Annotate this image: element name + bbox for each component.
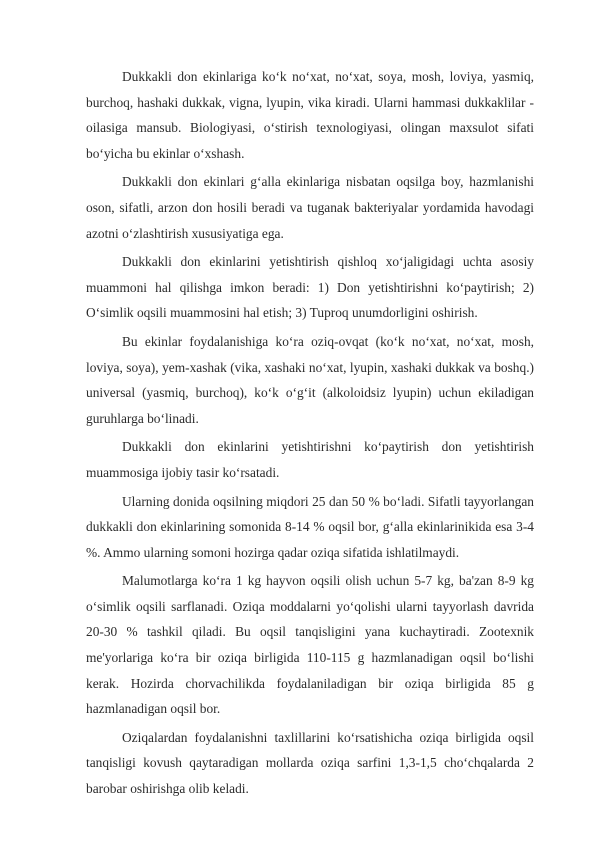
paragraph-2: Dukkakli don ekinlari g‘alla ekinlariga nisbatan oqsilga boy, hazmlanishi oson, sifatli, arzon don hosili beradi va tuganak bakteriyalar yordamida havodagi azotni o‘zlashtirish xususiyatiga ega. — [86, 174, 534, 241]
paragraph-4: Bu ekinlar foydalanishiga ko‘ra oziq-ovqat (ko‘k no‘xat, no‘xat, mosh, loviya, soya), yem-xashak (vika, xashaki no‘xat, lyupin, xashaki dukkak va boshq.) universal (yasmiq, burchoq), ko‘k o‘g‘it (alkoloidsiz lyupin) uchun ekiladigan guruhlarga bo‘linadi. — [86, 333, 534, 426]
paragraph-5: Dukkakli don ekinlarini yetishtirishni ko‘paytirish don yetishtirish muammosiga ijobiy tasir ko‘rsatadi. — [86, 439, 534, 480]
paragraph-6: Ularning donida oqsilning miqdori 25 dan 50 % bo‘ladi. Sifatli tayyorlangan dukkakli don ekinlarining somonida 8-14 % oqsil bor, g‘alla ekinlarinikida esa 3-4 %. Ammo ularning somoni hozirga qadar oziqa sifatida ishlatilmaydi. — [86, 493, 534, 560]
paragraph-1: Dukkakli don ekinlariga ko‘k no‘xat, no‘xat, soya, mosh, loviya, yasmiq, burchoq, hashaki dukkak, vigna, lyupin, vika kiradi. Ularni hammasi dukkaklilar - oilasiga mansub. Biologiyasi, o‘stirish texnologiyasi, olingan maxsulot sifati bo‘yicha bu ekinlar o‘xshash. — [86, 69, 534, 161]
paragraph-8: Oziqalardan foydalanishni taxlillarini ko‘rsatishicha oziqa birligida oqsil tanqisligi kovush qaytaradigan mollarda oziqa sarfini 1,3-1,5 cho‘chqalarda 2 barobar oshirishga olib keladi. — [86, 729, 534, 797]
paragraph-7: Malumotlarga ko‘ra 1 kg hayvon oqsili olish uchun 5-7 kg, ba'zan 8-9 kg o‘simlik oqsili sarflanadi. Oziqa moddalarni yo‘qolishi ularni tayyorlash davrida 20-30 % tashkil qiladi. Bu oqsil tanqisligini yana kuchaytiradi. Zootexnik me'yorlariga ko‘ra bir oziqa birligida 110-115 g hazmlanadigan oqsil bo‘lishi kerak. Hozirda chorvachilikda foydalaniladigan bir oziqa birligida 85 g hazmlanadigan oqsil bor. — [86, 573, 534, 717]
paragraph-3: Dukkakli don ekinlarini yetishtirish qishloq xo‘jaligidagi uchta asosiy muammoni hal qilishga imkon beradi: 1) Don yetishtirishni ko‘paytirish; 2) O‘simlik oqsili muammosini hal etish; 3) Tuproq unumdorligini oshirish. — [86, 254, 534, 321]
